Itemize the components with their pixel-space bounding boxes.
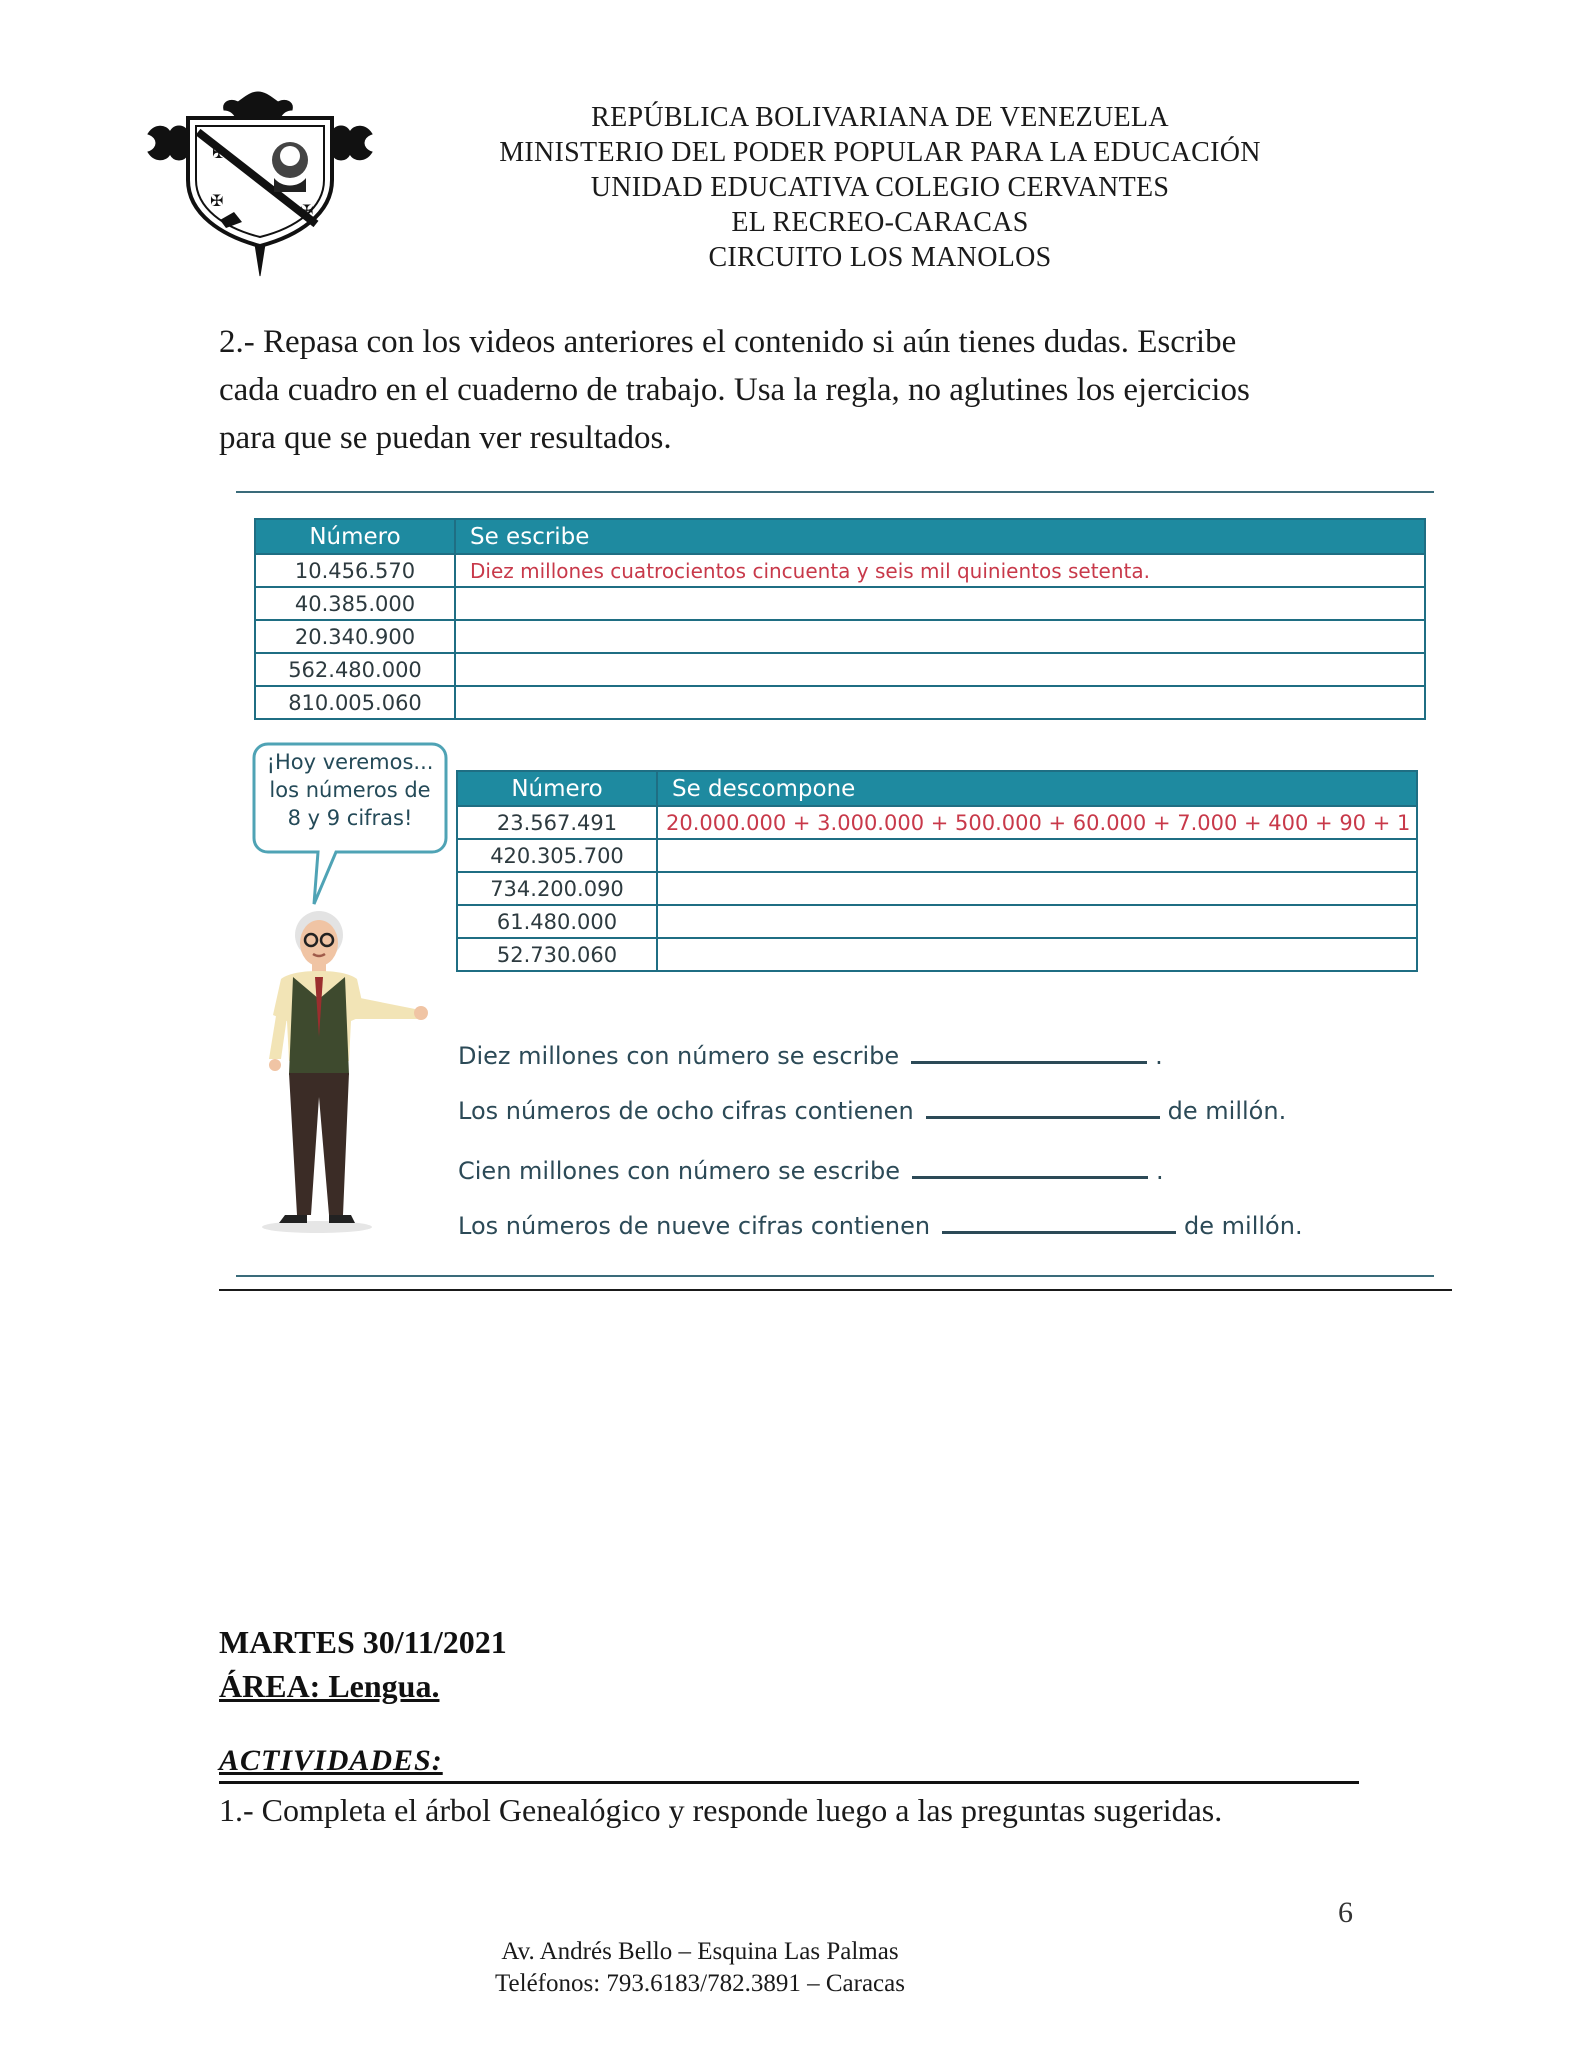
instruction-paragraph [219, 318, 1369, 462]
number-cell: 52.730.060 [457, 938, 657, 971]
header-line: CIRCUITO LOS MANOLOS [708, 242, 1052, 273]
teacher-illustration-icon [255, 905, 440, 1235]
table-row [255, 686, 1425, 719]
number-cell: 40.385.000 [255, 587, 455, 620]
lesson-date: MARTES 30/11/2021 [219, 1624, 507, 1660]
sentence-text: Diez millones con número se escribe [458, 1042, 900, 1070]
table-row [255, 620, 1425, 653]
footer-line: Teléfonos: 793.6183/782.3891 – Caracas [495, 1970, 905, 1997]
answer-cell: Diez millones cuatrocientos cincuenta y seis mil quinientos setenta. [455, 554, 1425, 587]
answer-cell [455, 686, 1425, 719]
table-row [255, 587, 1425, 620]
answer-blank [911, 1059, 1147, 1064]
speech-bubble-text [258, 748, 442, 832]
sentence-text: Cien millones con número se escribe [458, 1157, 901, 1185]
activity-task: 1.- Completa el árbol Genealógico y responde luego a las preguntas sugeridas. [219, 1792, 1223, 1828]
footer-line: Av. Andrés Bello – Esquina Las Palmas [501, 1938, 899, 1965]
header-institution [380, 100, 1380, 275]
bubble-line: ¡Hoy veremos... [266, 750, 434, 774]
bubble-line: los números de [269, 778, 431, 802]
instruction-line: 2.- Repasa con los videos anteriores el contenido si aún tienes dudas. Escribe [219, 324, 1237, 360]
answer-blank [926, 1114, 1160, 1119]
school-crest-icon [140, 88, 380, 278]
svg-text:✠: ✠ [210, 191, 224, 210]
column-header: Se descompone [657, 771, 1417, 806]
sentence-text: Los números de ocho cifras contienen [458, 1097, 914, 1125]
answer-cell: 20.000.000 + 3.000.000 + 500.000 + 60.000 + 7.000 + 400 + 90 + 1 [657, 806, 1417, 839]
activities-rule [219, 1781, 1359, 1784]
number-cell: 562.480.000 [255, 653, 455, 686]
table-row [457, 839, 1417, 872]
header-line: UNIDAD EDUCATIVA COLEGIO CERVANTES [590, 172, 1170, 203]
sentence-ending: . [1156, 1157, 1164, 1185]
sentence-text: Los números de nueve cifras contienen [458, 1212, 931, 1240]
sentence-ending: . [1155, 1042, 1163, 1070]
number-cell: 10.456.570 [255, 554, 455, 587]
number-cell: 734.200.090 [457, 872, 657, 905]
table-row [255, 554, 1425, 587]
table-row [457, 872, 1417, 905]
number-cell: 23.567.491 [457, 806, 657, 839]
instruction-line: cada cuadro en el cuaderno de trabajo. Usa la regla, no aglutines los ejercicios [219, 372, 1250, 408]
header-line: REPÚBLICA BOLIVARIANA DE VENEZUELA [591, 102, 1169, 133]
header-line: EL RECREO-CARACAS [731, 207, 1029, 238]
table-row [255, 653, 1425, 686]
svg-text:✠: ✠ [300, 201, 314, 220]
fill-in-sentence [458, 1097, 1286, 1125]
number-cell: 420.305.700 [457, 839, 657, 872]
page-number: 6 [1338, 1896, 1353, 1929]
answer-cell [455, 620, 1425, 653]
fill-in-sentence [458, 1157, 1164, 1185]
bubble-line: 8 y 9 cifras! [287, 806, 413, 830]
section-divider [219, 1289, 1452, 1291]
table-row [457, 806, 1417, 839]
answer-cell [657, 905, 1417, 938]
sentence-ending: de millón. [1184, 1212, 1303, 1240]
page-footer [400, 1936, 1000, 2000]
number-cell: 61.480.000 [457, 905, 657, 938]
column-header: Número [457, 771, 657, 806]
table-row [457, 938, 1417, 971]
svg-text:✠: ✠ [212, 143, 226, 162]
answer-blank [942, 1229, 1176, 1234]
lesson-area: ÁREA: Lengua. [219, 1668, 440, 1704]
answer-cell [657, 938, 1417, 971]
answer-cell [455, 587, 1425, 620]
fill-in-sentence [458, 1042, 1163, 1070]
number-cell: 810.005.060 [255, 686, 455, 719]
worksheet-bottom-rule [236, 1275, 1434, 1277]
instruction-line: para que se puedan ver resultados. [219, 420, 672, 456]
activities-title: ACTIVIDADES: [219, 1744, 443, 1777]
worksheet-top-rule [236, 491, 1434, 493]
column-header: Se escribe [455, 519, 1425, 554]
answer-blank [912, 1174, 1148, 1179]
sentence-ending: de millón. [1167, 1097, 1287, 1125]
table-header-row [457, 771, 1417, 806]
column-header: Número [255, 519, 455, 554]
table-header-row [255, 519, 1425, 554]
answer-cell [657, 872, 1417, 905]
fill-in-sentence [458, 1212, 1303, 1240]
answer-cell [657, 839, 1417, 872]
answer-cell [455, 653, 1425, 686]
number-decomposition-table [456, 770, 1418, 972]
number-writing-table [254, 518, 1426, 720]
number-cell: 20.340.900 [255, 620, 455, 653]
table-row [457, 905, 1417, 938]
header-line: MINISTERIO DEL PODER POPULAR PARA LA EDUCACIÓN [499, 137, 1261, 168]
